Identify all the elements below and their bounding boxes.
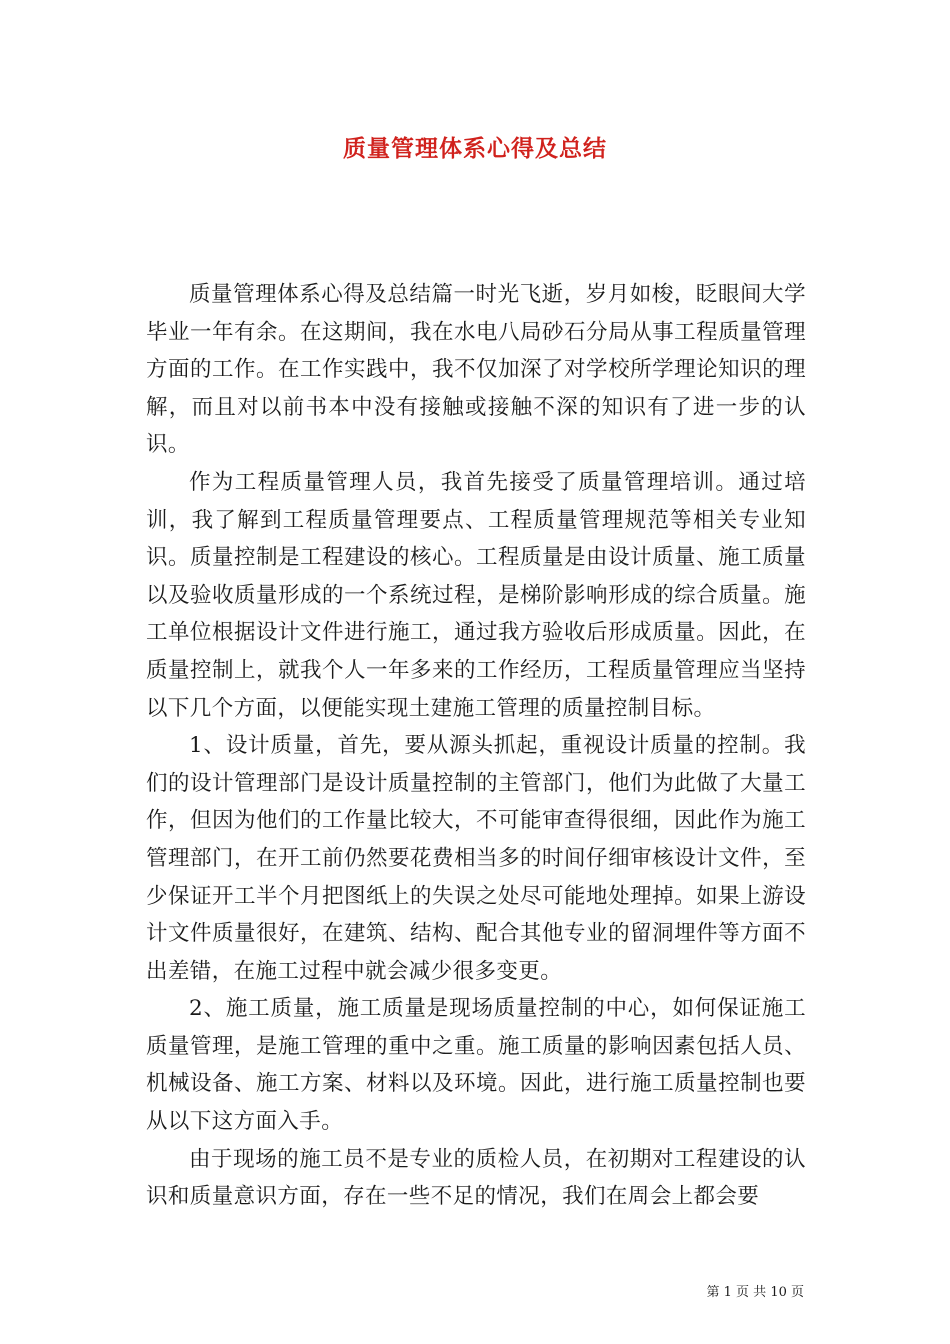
paragraph-5: 由于现场的施工员不是专业的质检人员，在初期对工程建设的认识和质量意识方面，存在一些不足的情况，我们在周会上都会要 [146, 1146, 806, 1210]
page-number-footer: 第 1 页 共 10 页 [706, 1285, 804, 1300]
paragraph-4: 2、施工质量，施工质量是现场质量控制的中心，如何保证施工质量管理，是施工管理的重中之重。施工质量的影响因素包括人员、机械设备、施工方案、材料以及环境。因此，进行施工质量控制也要从以下这方面入手。 [146, 996, 806, 1135]
paragraph-3: 1、设计质量，首先，要从源头抓起，重视设计质量的控制。我们的设计管理部门是设计质量控制的主管部门，他们为此做了大量工作，但因为他们的工作量比较大，不可能审查得很细，因此作为施工管理部门，在开工前仍然要花费相当多的时间仔细审核设计文件，至少保证开工半个月把图纸上的失误之处尽可能地处理掉。如果上游设计文件质量很好，在建筑、结构、配合其他专业的留洞埋件等方面不出差错，在施工过程中就会减少很多变更。 [146, 733, 806, 984]
document-title: 质量管理体系心得及总结 [343, 135, 607, 162]
document-body [146, 276, 806, 1216]
paragraph-1: 质量管理体系心得及总结篇一时光飞逝，岁月如梭，眨眼间大学毕业一年有余。在这期间，我在水电八局砂石分局从事工程质量管理方面的工作。在工作实践中，我不仅加深了对学校所学理论知识的理解，而且对以前书本中没有接触或接触不深的知识有了进一步的认识。 [146, 282, 806, 458]
paragraph-2: 作为工程质量管理人员，我首先接受了质量管理培训。通过培训，我了解到工程质量管理要点、工程质量管理规范等相关专业知识。质量控制是工程建设的核心。工程质量是由设计质量、施工质量以及验收质量形成的一个系统过程，是梯阶影响形成的综合质量。施工单位根据设计文件进行施工，通过我方验收后形成质量。因此，在质量控制上，就我个人一年多来的工作经历，工程质量管理应当坚持以下几个方面，以便能实现土建施工管理的质量控制目标。 [146, 469, 806, 721]
